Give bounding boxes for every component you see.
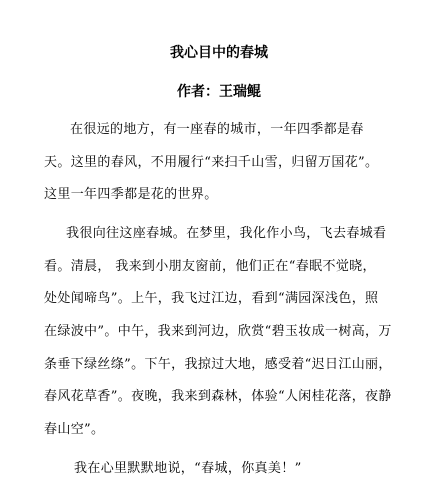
paragraph-line: 处处闻啼鸟”。上午，我飞过江边，看到“满园深浅色，照: [44, 291, 379, 306]
paragraph-line: 条垂下绿丝绦”。下午，我掠过大地，感受着“迟日江山丽，: [44, 357, 392, 372]
document-title: 我心目中的春城: [170, 45, 268, 61]
paragraph-line: 春山空”。: [44, 422, 105, 437]
paragraph-line: 看。清晨， 我来到小朋友窗前，他们正在“春眠不觉晓，: [44, 259, 376, 274]
paragraph-line: 我在心里默默地说，“春城，你真美！”: [74, 461, 302, 476]
document-author: 作者：王瑞鲲: [177, 84, 261, 100]
paragraph-line: 这里一年四季都是花的世界。: [44, 187, 218, 202]
paragraph-line: 在很远的地方，有一座春的城市，一年四季都是春: [70, 122, 364, 137]
paragraph-line: 春风花草香”。夜晚，我来到森林，体验“人闲桂花落，夜静: [44, 389, 392, 404]
paragraph-line: 天。这里的春风，不用履行“来扫千山雪，归留万国花”。: [44, 155, 379, 170]
paragraph-line: 我很向往这座春城。在梦里，我化作小鸟，飞去春城看: [66, 226, 387, 241]
paragraph-line: 在绿波中”。中午，我来到河边，欣赏“碧玉妆成一树高，万: [44, 324, 392, 339]
